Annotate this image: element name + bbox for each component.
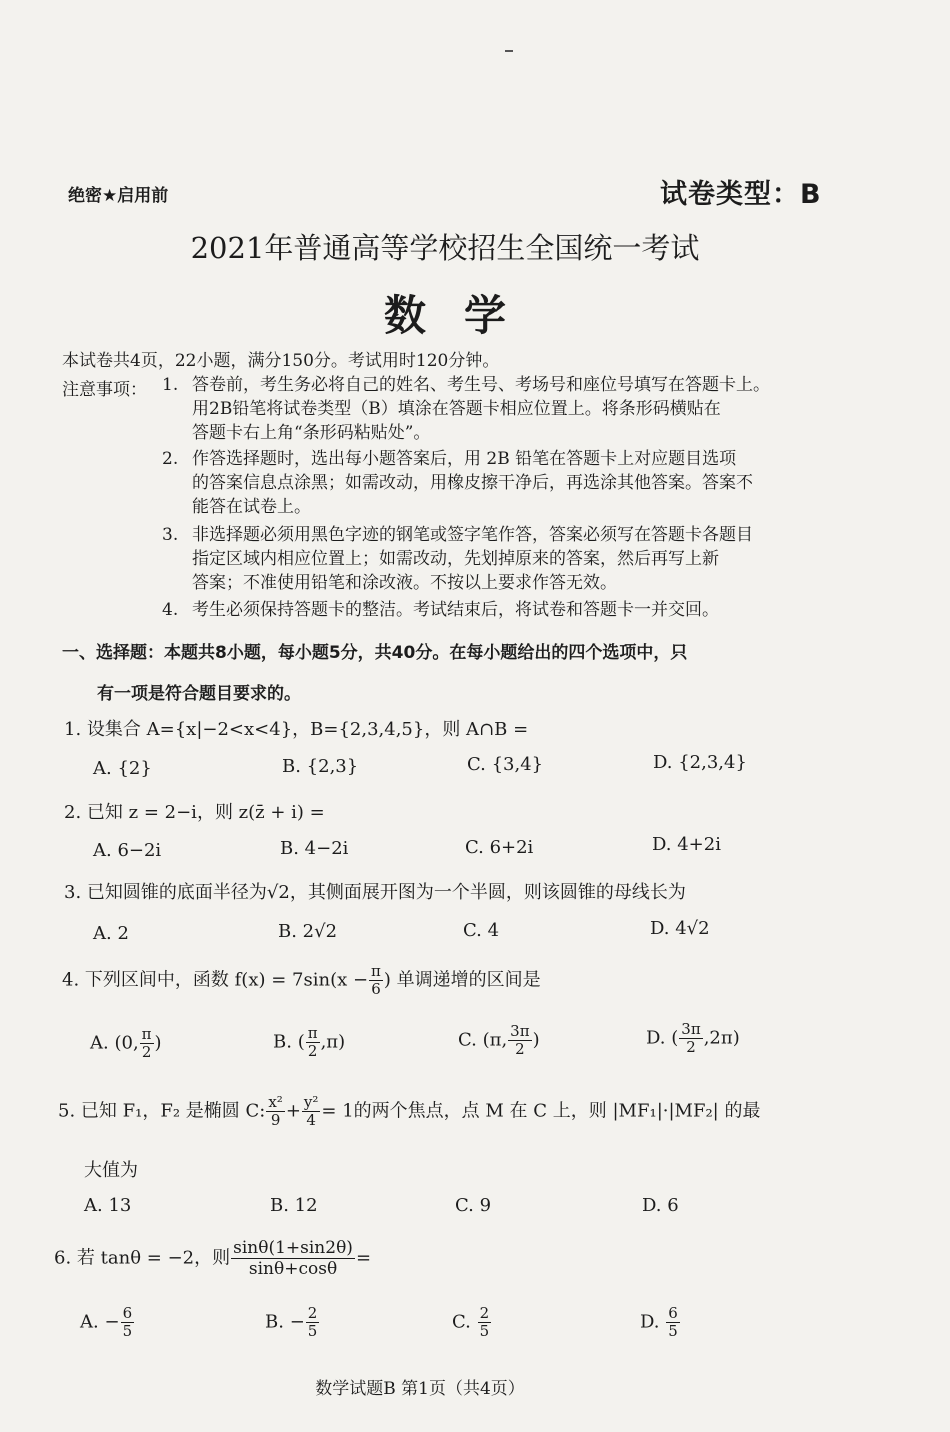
note-line: 非选择题必须用黑色字迹的钢笔或签字笔作答，答案必须写在答题卡各题目: [192, 525, 753, 545]
question-number: 5.: [58, 1100, 76, 1122]
option-a: A. 13: [84, 1195, 132, 1216]
option-label: C.: [458, 1029, 477, 1051]
question-6-stem: [54, 1238, 371, 1279]
numerator: π: [371, 962, 381, 980]
option-b: B. 2√2: [278, 921, 338, 942]
denominator: 5: [668, 1322, 678, 1340]
note-item: [162, 522, 862, 602]
option-text: (π,: [482, 1029, 508, 1051]
question-number: 6.: [54, 1247, 72, 1269]
option-d: D. 6: [642, 1195, 679, 1216]
note-number: 4.: [162, 600, 179, 620]
option-text: ): [154, 1032, 162, 1054]
question-number: 3.: [64, 882, 82, 903]
question-5-stem-line2: 大值为: [84, 1160, 138, 1181]
question-number: 1.: [64, 719, 82, 740]
numerator: π: [141, 1025, 152, 1043]
scan-mark: [505, 50, 513, 52]
paper-type: 试卷类型：B: [660, 179, 822, 210]
question-text: 设集合 A={x|−2<x<4}，B={2,3,4,5}，则 A∩B =: [86, 719, 529, 740]
option-text: ,2π): [703, 1027, 740, 1049]
question-text-cont: = 1的两个焦点，点 M 在 C 上，则 |MF₁|·|MF₂| 的最: [321, 1100, 761, 1122]
option-text: (0,: [114, 1032, 139, 1054]
numerator: π: [307, 1024, 318, 1042]
question-5-stem: [58, 1094, 760, 1129]
numerator: 3π: [681, 1020, 701, 1038]
question-text: 已知圆锥的底面半径为√2，其侧面展开图为一个半圆，则该圆锥的母线长为: [86, 882, 686, 903]
exam-title: 2021年普通高等学校招生全国统一考试: [190, 231, 700, 265]
option-a: [80, 1305, 135, 1340]
denominator: 5: [479, 1322, 490, 1340]
option-c: C. 6+2i: [465, 837, 534, 858]
note-item: [162, 446, 862, 526]
denominator: 2: [515, 1040, 525, 1058]
fraction: [121, 1305, 135, 1340]
fraction: [508, 1023, 531, 1058]
note-number: 1.: [162, 375, 179, 395]
fraction: [666, 1305, 680, 1340]
minus-sign: −: [104, 1311, 120, 1333]
option-b: B. 12: [270, 1195, 318, 1216]
option-text: (: [297, 1031, 305, 1053]
option-c: C. 9: [455, 1195, 492, 1216]
note-line: 用2B铅笔将试卷类型（B）填涂在答题卡相应位置上。将条形码横贴在: [192, 399, 721, 419]
numerator: 3π: [510, 1022, 530, 1040]
option-d: D. 4+2i: [652, 834, 721, 855]
question-2-stem: [64, 798, 325, 824]
denominator: 2: [686, 1038, 696, 1056]
fraction: [478, 1305, 492, 1340]
numerator: 2: [307, 1304, 318, 1322]
option-a: A. {2}: [93, 758, 152, 779]
option-d: [640, 1305, 681, 1340]
denominator: 4: [306, 1111, 316, 1129]
note-number: 3.: [162, 525, 179, 545]
note-item: [162, 597, 862, 623]
option-a: [90, 1026, 162, 1061]
fraction: [302, 1094, 321, 1129]
section-heading-cont: 有一项是符合题目要求的。: [97, 684, 301, 704]
option-c: C. {3,4}: [467, 754, 544, 775]
option-b: [273, 1025, 345, 1060]
fraction: [140, 1026, 154, 1061]
numerator: y²: [303, 1093, 319, 1111]
option-a: A. 6−2i: [93, 840, 162, 861]
numerator: sinθ(1+sin2θ): [233, 1238, 353, 1258]
option-text: ,π): [320, 1031, 346, 1053]
denominator: 6: [371, 980, 381, 998]
section-heading: 一、选择题：本题共8小题，每小题5分，共40分。在每小题给出的四个选项中，只: [62, 643, 688, 663]
denominator: sinθ+cosθ: [248, 1259, 338, 1279]
secrecy-label: 绝密★启用前: [68, 186, 169, 206]
denominator: 2: [141, 1043, 152, 1061]
question-3-stem: [64, 878, 686, 904]
note-line: 作答选择题时，选出每小题答案后，用 2B 铅笔在答题卡上对应题目选项: [192, 449, 737, 469]
exam-intro: 本试卷共4页，22小题，满分150分。考试用时120分钟。: [62, 351, 500, 371]
question-text: 已知 z = 2−i，则 z(z̄ + i) =: [86, 802, 325, 823]
denominator: 5: [122, 1322, 133, 1340]
fraction: [306, 1025, 320, 1060]
option-label: D.: [640, 1311, 660, 1333]
denominator: 5: [307, 1322, 318, 1340]
denominator: 9: [270, 1111, 281, 1129]
note-line: 考生必须保持答题卡的整洁。考试结束后，将试卷和答题卡一并交回。: [192, 600, 719, 620]
option-label: A.: [80, 1311, 99, 1333]
option-label: B.: [273, 1031, 292, 1053]
fraction: [231, 1238, 355, 1279]
option-label: B.: [265, 1311, 284, 1333]
subject-title: 数学: [383, 291, 544, 340]
option-c: [452, 1305, 492, 1340]
option-d: [646, 1021, 740, 1056]
numerator: x²: [268, 1093, 283, 1111]
notes-label: 注意事项：: [62, 380, 147, 400]
option-label: A.: [90, 1032, 109, 1054]
note-line: 的答案信息点涂黑；如需改动，用橡皮擦干净后，再选涂其他答案。答案不: [192, 473, 753, 493]
numerator: 6: [122, 1304, 133, 1322]
question-number: 2.: [64, 802, 82, 823]
option-c: C. 4: [463, 920, 500, 941]
question-1-stem: [64, 715, 528, 741]
page-footer: 数学试题B 第1页（共4页）: [315, 1379, 525, 1399]
fraction: [369, 963, 383, 998]
fraction: [266, 1094, 284, 1129]
note-line: 答案；不准使用铅笔和涂改液。不按以上要求作答无效。: [192, 573, 617, 593]
plus-sign: +: [285, 1100, 301, 1122]
question-4-stem: [62, 963, 541, 998]
option-a: A. 2: [93, 923, 129, 944]
denominator: 2: [307, 1042, 318, 1060]
option-c: [458, 1023, 540, 1058]
note-line: 答卷前，考生务必将自己的姓名、考生号、考场号和座位号填写在答题卡上。: [192, 375, 770, 395]
note-number: 2.: [162, 449, 179, 469]
option-label: D.: [646, 1027, 666, 1049]
question-text: 若 tanθ = −2，则: [76, 1247, 231, 1269]
note-line: 能答在试卷上。: [192, 497, 311, 517]
numerator: 6: [668, 1304, 678, 1322]
option-text: (: [671, 1027, 679, 1049]
numerator: 2: [479, 1304, 490, 1322]
option-text: ): [532, 1029, 540, 1051]
option-label: C.: [452, 1311, 471, 1333]
question-number: 4.: [62, 969, 80, 991]
question-text: 下列区间中，函数 f(x) = 7sin(x −: [84, 969, 369, 991]
option-b: B. {2,3}: [282, 756, 359, 777]
option-d: D. 4√2: [650, 918, 710, 939]
question-text-cont: =: [355, 1247, 372, 1269]
minus-sign: −: [289, 1311, 305, 1333]
note-line: 答题卡右上角“条形码粘贴处”。: [192, 423, 431, 443]
note-item: [162, 372, 862, 452]
fraction: [679, 1021, 702, 1056]
option-b: B. 4−2i: [280, 838, 349, 859]
fraction: [306, 1305, 320, 1340]
question-text: 已知 F₁，F₂ 是椭圆 C:: [80, 1100, 266, 1122]
option-d: D. {2,3,4}: [653, 752, 747, 773]
question-text-cont: ) 单调递增的区间是: [383, 969, 541, 991]
option-b: [265, 1305, 320, 1340]
note-line: 指定区域内相应位置上；如需改动，先划掉原来的答案，然后再写上新: [192, 549, 719, 569]
